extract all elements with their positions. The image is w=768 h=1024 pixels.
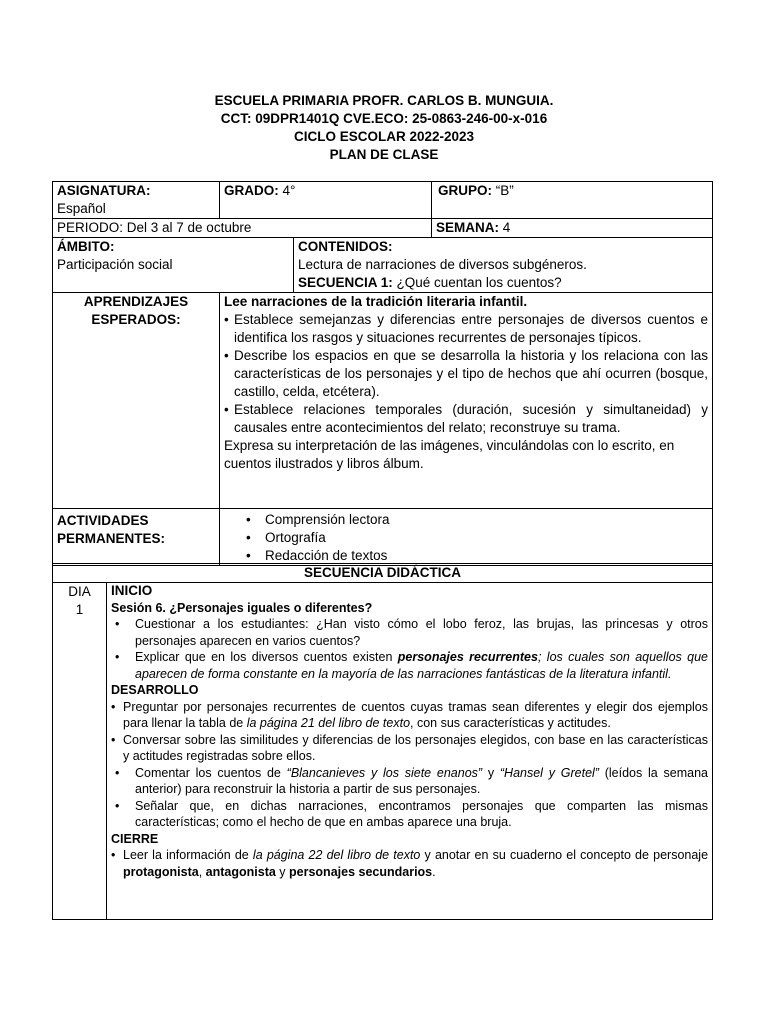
ambito-label: ÁMBITO: [57,239,115,254]
contenidos-cell [294,238,713,293]
secuencia-content [107,583,713,920]
secuencia-value: ¿Qué cuentan los cuentos? [392,275,562,290]
semana-label: SEMANA: [436,220,500,235]
permanentes-label: PERMANENTES: [57,531,166,546]
plan-title: PLAN DE CLASE [329,147,439,162]
ambito-cell [53,238,294,293]
desarrollo-list [111,699,708,765]
dia-number: 1 [75,602,84,617]
secuencia-title: SECUENCIA DIDÁCTICA [304,565,462,580]
list-item: • Señalar que, en dichas narraciones, encontramos personajes que comparten las mismas características; como el hecho de que en ambas aparece una bruja. [111,798,708,831]
list-item: • Preguntar por personajes recurrentes de cuentos cuyas tramas sean diferentes y elegir dos ejemplos para llenar la tabla de la página 21 del libro de texto, con sus características y actitudes. [111,699,708,732]
grado-value: 4° [278,183,296,198]
actividades-label: ACTIVIDADES [57,513,149,528]
grado-label: GRADO: [224,183,279,198]
school-name: ESCUELA PRIMARIA PROFR. CARLOS B. MUNGUIA. [214,93,554,108]
desarrollo-heading: DESARROLLO [111,683,199,697]
aprendizajes-label: APRENDIZAJES [83,294,189,309]
semana-cell [432,219,713,238]
document-header [0,92,768,164]
school-codes: CCT: 09DPR1401Q CVE.ECO: 25-0863-246-00-x-016 [220,111,548,126]
asignatura-value: Español [57,201,106,216]
asignatura-label: ASIGNATURA: [57,183,151,198]
list-item: • Ortografía [224,529,708,547]
list-item: • Comentar los cuentos de “Blancanieves y los siete enanos” y “Hansel y Gretel” (leídos la semana anterior) para reconstruir la historia a partir de sus personajes. [111,765,708,798]
grupo-label: GRUPO: [438,183,493,198]
grado-cell [220,182,432,219]
aprendizajes-label-cell [53,293,220,509]
contenidos-label: CONTENIDOS: [298,239,393,254]
aprendizajes-list [224,311,708,437]
asignatura-cell [53,182,220,219]
semana-value: 4 [499,220,511,235]
ambito-value: Participación social [57,257,173,272]
desarrollo-list-2 [111,765,708,831]
cierre-heading: CIERRE [111,831,159,846]
contenidos-value: Lectura de narraciones de diversos subgéneros. [298,257,587,272]
secuencia-table [52,563,713,920]
permanentes-content [220,509,713,566]
list-item: • Establece semejanzas y diferencias entre personajes de diversos cuentos e identifica los rasgos y situaciones recurrentes de personajes típicos. [224,311,708,347]
dia-cell [53,583,107,920]
list-item: • Cuestionar a los estudiantes: ¿Han visto cómo el lobo feroz, las brujas, las princesas y otros personajes aparecen en varios cuentos? [111,616,708,649]
inicio-heading: INICIO [111,583,153,598]
sesion-title: Sesión 6. ¿Personajes iguales o diferentes? [111,600,373,615]
grupo-cell [432,182,713,219]
permanentes-label-cell [53,509,220,566]
periodo-cell: PERIODO: Del 3 al 7 de octubre [53,219,432,238]
aprendizajes-content [220,293,713,509]
list-item: • Explicar que en los diversos cuentos existen personajes recurrentes; los cuales son aquellos que aparecen de forma constante en la mayoría de las narraciones fantásticas de la literatura infantil. [111,649,708,682]
list-item: • Leer la información de la página 22 del libro de texto y anotar en su cuaderno el concepto de personaje protagonista, antagonista y personajes secundarios. [111,847,708,880]
inicio-list [111,616,708,682]
list-item: • Describe los espacios en que se desarrolla la historia y los relaciona con las características de los personajes y el tipo de hechos que ahí ocurren (bosque, castillo, celda, etcétera). [224,347,708,401]
list-item: • Redacción de textos [224,547,708,565]
permanentes-list [224,511,708,565]
secuencia-title-cell [53,564,713,583]
grupo-value: “B” [492,183,514,198]
cierre-list [111,847,708,880]
dia-label: DIA [68,584,91,599]
list-item: • Conversar sobre las similitudes y diferencias de los personajes elegidos, con base en las características y actitudes registradas sobre ellos. [111,732,708,765]
plan-info-table [52,181,713,566]
list-item: • Comprensión lectora [224,511,708,529]
esperados-label: ESPERADOS: [91,312,181,327]
aprendizajes-closing: Expresa su interpretación de las imágenes, vinculándolas con lo escrito, en cuentos ilustrados y libros álbum. [224,438,675,471]
secuencia-label: SECUENCIA 1: [298,275,393,290]
school-cycle: CICLO ESCOLAR 2022-2023 [293,129,475,144]
aprendizajes-heading: Lee narraciones de la tradición literaria infantil. [224,294,528,309]
list-item: • Establece relaciones temporales (duración, sucesión y simultaneidad) y causales entre acontecimientos del relato; reconstruye su trama. [224,401,708,437]
